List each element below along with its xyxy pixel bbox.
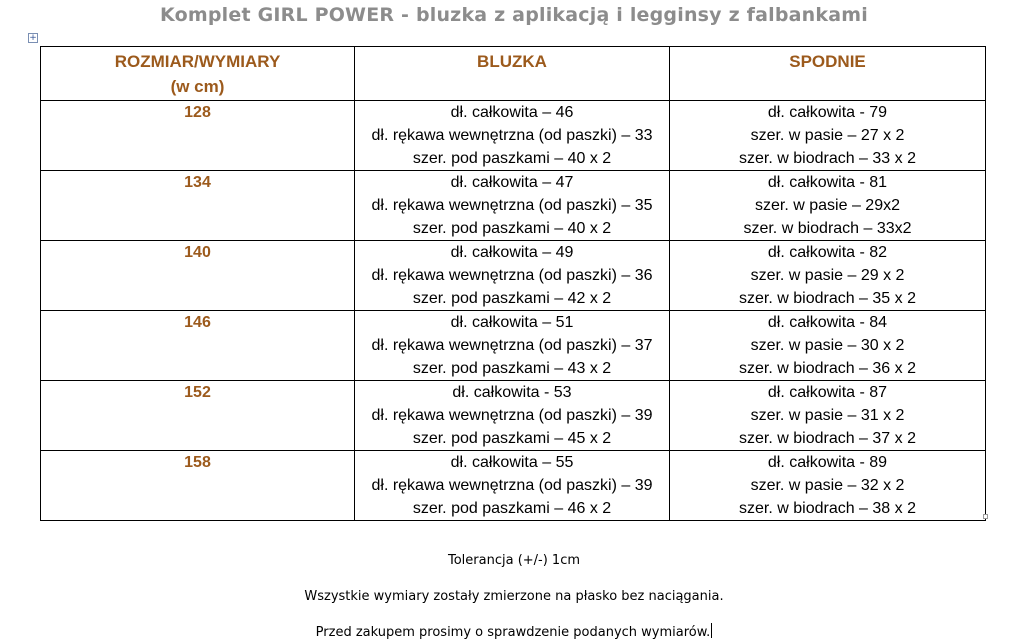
table-resize-handle-icon[interactable]	[983, 514, 988, 519]
table-row	[41, 311, 986, 381]
check-note: Przed zakupem prosimy o sprawdzenie podanych wymiarów.	[315, 625, 711, 640]
pants-waist: szer. w pasie – 29 x 2	[750, 267, 905, 284]
blouse-length: dł. całkowita – 47	[450, 174, 574, 191]
size-cell[interactable]	[41, 241, 355, 311]
size-value: 140	[184, 244, 211, 261]
pants-waist: szer. w pasie – 31 x 2	[750, 407, 905, 424]
text-cursor	[711, 623, 712, 638]
blouse-length: dł. całkowita – 55	[450, 454, 574, 471]
blouse-sleeve: dł. rękawa wewnętrzna (od paszki) – 35	[371, 197, 653, 214]
size-cell[interactable]	[41, 311, 355, 381]
pants-length: dł. całkowita - 84	[767, 314, 888, 331]
pants-length: dł. całkowita - 82	[767, 244, 888, 261]
header-size-line: ROZMIAR/WYMIARY	[114, 52, 281, 71]
size-table	[40, 46, 986, 521]
blouse-width: szer. pod paszkami – 40 x 2	[412, 150, 612, 167]
pants-length: dł. całkowita - 81	[767, 174, 888, 191]
tolerance-note: Tolerancja (+/-) 1cm	[447, 553, 581, 568]
blouse-sleeve: dł. rękawa wewnętrzna (od paszki) – 39	[371, 477, 653, 494]
header-size-unit: (w cm)	[170, 77, 225, 96]
table-header-row	[41, 47, 986, 101]
blouse-length: dł. całkowita – 49	[450, 244, 574, 261]
blouse-width: szer. pod paszkami – 45 x 2	[412, 430, 612, 447]
blouse-sleeve: dł. rękawa wewnętrzna (od paszki) – 36	[371, 267, 653, 284]
pants-cell[interactable]	[670, 101, 986, 171]
pants-cell[interactable]	[670, 171, 986, 241]
pants-waist: szer. w pasie – 30 x 2	[750, 337, 905, 354]
pants-cell[interactable]	[670, 381, 986, 451]
size-cell[interactable]	[41, 451, 355, 521]
header-size[interactable]	[41, 47, 355, 101]
check-note-line[interactable]	[0, 623, 1028, 640]
pants-length: dł. całkowita - 79	[767, 104, 888, 121]
blouse-cell[interactable]	[355, 101, 670, 171]
pants-hips: szer. w biodrach – 38 x 2	[739, 500, 916, 517]
blouse-width: szer. pod paszkami – 40 x 2	[412, 220, 612, 237]
document-title: Komplet GIRL POWER - bluzka z aplikacją i legginsy z falbankami	[160, 4, 868, 26]
blouse-sleeve: dł. rękawa wewnętrzna (od paszki) – 37	[371, 337, 653, 354]
size-cell[interactable]	[41, 381, 355, 451]
measurement-note: Wszystkie wymiary zostały zmierzone na płasko bez naciągania.	[304, 589, 724, 604]
pants-length: dł. całkowita - 87	[767, 384, 888, 401]
pants-waist: szer. w pasie – 27 x 2	[750, 127, 905, 144]
blouse-sleeve: dł. rękawa wewnętrzna (od paszki) – 33	[371, 127, 653, 144]
blouse-cell[interactable]	[355, 311, 670, 381]
blouse-cell[interactable]	[355, 381, 670, 451]
size-value: 146	[184, 314, 211, 331]
size-cell[interactable]	[41, 171, 355, 241]
pants-cell[interactable]	[670, 241, 986, 311]
table-row	[41, 101, 986, 171]
pants-length: dł. całkowita - 89	[767, 454, 888, 471]
table-row	[41, 381, 986, 451]
table-move-icon[interactable]: +	[29, 33, 37, 43]
size-value: 134	[184, 174, 211, 191]
pants-waist: szer. w pasie – 29x2	[755, 197, 900, 214]
header-pants[interactable]	[670, 47, 986, 101]
blouse-cell[interactable]	[355, 171, 670, 241]
blouse-width: szer. pod paszkami – 42 x 2	[412, 290, 612, 307]
blouse-width: szer. pod paszkami – 43 x 2	[412, 360, 612, 377]
pants-cell[interactable]	[670, 311, 986, 381]
pants-waist: szer. w pasie – 32 x 2	[750, 477, 905, 494]
blouse-cell[interactable]	[355, 241, 670, 311]
pants-hips: szer. w biodrach – 33x2	[743, 220, 912, 237]
blouse-length: dł. całkowita – 51	[450, 314, 574, 331]
pants-hips: szer. w biodrach – 37 x 2	[739, 430, 916, 447]
pants-cell[interactable]	[670, 451, 986, 521]
size-value: 128	[184, 104, 211, 121]
header-blouse[interactable]	[355, 47, 670, 101]
table-row	[41, 171, 986, 241]
table-row	[41, 241, 986, 311]
size-cell[interactable]	[41, 101, 355, 171]
size-value: 158	[184, 454, 211, 471]
blouse-sleeve: dł. rękawa wewnętrzna (od paszki) – 39	[371, 407, 653, 424]
blouse-cell[interactable]	[355, 451, 670, 521]
pants-hips: szer. w biodrach – 35 x 2	[739, 290, 916, 307]
pants-hips: szer. w biodrach – 33 x 2	[739, 150, 916, 167]
header-pants-label: SPODNIE	[789, 52, 866, 71]
blouse-width: szer. pod paszkami – 46 x 2	[412, 500, 612, 517]
size-value: 152	[184, 384, 211, 401]
pants-hips: szer. w biodrach – 36 x 2	[739, 360, 916, 377]
blouse-length: dł. całkowita – 46	[450, 104, 574, 121]
table-row	[41, 451, 986, 521]
header-blouse-label: BLUZKA	[477, 52, 547, 71]
blouse-length: dł. całkowita - 53	[452, 384, 572, 401]
